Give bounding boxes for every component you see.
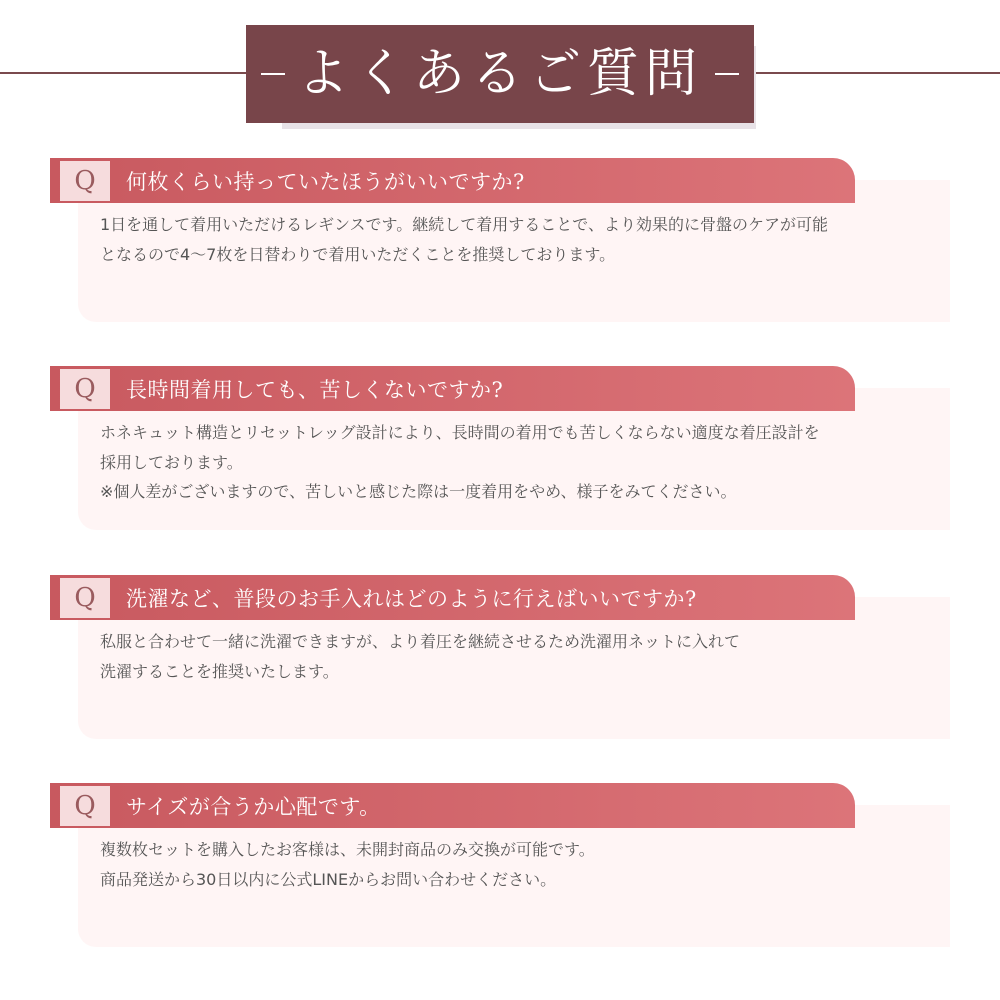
q-badge [60, 786, 110, 826]
answer-line: となるので4〜7枚を日替わりで着用いただくことを推奨しております。 [100, 244, 616, 264]
answer-line: 採用しております。 [100, 452, 243, 472]
page-title: よくあるご質問 [296, 44, 703, 104]
q-letter-icon: Q [74, 165, 96, 196]
q-badge [60, 369, 110, 409]
question-bar[interactable] [50, 366, 855, 411]
answer-text [100, 418, 940, 507]
question-text: 何枚くらい持っていたほうがいいですか? [126, 169, 525, 194]
faq-item [0, 366, 1000, 534]
answer-line: 洗濯することを推奨いたします。 [100, 661, 339, 681]
answer-text [100, 627, 940, 686]
answer-line: ※個人差がございますので、苦しいと感じた際は一度着用をやめ、様子をみてください。 [100, 482, 737, 501]
answer-text [100, 210, 940, 269]
page-header [246, 25, 754, 123]
faq-item [0, 158, 1000, 326]
answer-line: 1日を通して着用いただけるレギンスです。継続して着用することで、より効果的に骨盤のケアが可能 [100, 215, 828, 234]
q-letter-icon: Q [74, 790, 96, 821]
q-letter-icon: Q [74, 373, 96, 404]
answer-line: 複数枚セットを購入したお客様は、未開封商品のみ交換が可能です。 [100, 840, 595, 859]
header-rule-right [750, 72, 1000, 74]
question-bar[interactable] [50, 158, 855, 203]
faq-item [0, 783, 1000, 951]
q-letter-icon: Q [74, 582, 96, 613]
question-text: 洗濯など、普段のお手入れはどのように行えばいいですか? [126, 586, 697, 611]
question-text: 長時間着用しても、苦しくないですか? [126, 377, 504, 402]
q-badge [60, 578, 110, 618]
header-rule-left [0, 72, 250, 74]
faq-item [0, 575, 1000, 743]
answer-line: 商品発送から30日以内に公式LINEからお問い合わせください。 [100, 869, 557, 889]
header-dash-left [261, 73, 285, 75]
answer-text [100, 835, 940, 894]
answer-line: ホネキュット構造とリセットレッグ設計により、長時間の着用でも苦しくならない適度な着圧設計を [100, 423, 820, 442]
header-dash-right [715, 73, 739, 75]
question-text: サイズが合うか心配です。 [126, 794, 381, 819]
answer-line: 私服と合わせて一緒に洗濯できますが、より着圧を継続させるため洗濯用ネットに入れて [100, 632, 741, 651]
q-badge [60, 161, 110, 201]
question-bar[interactable] [50, 783, 855, 828]
question-bar[interactable] [50, 575, 855, 620]
